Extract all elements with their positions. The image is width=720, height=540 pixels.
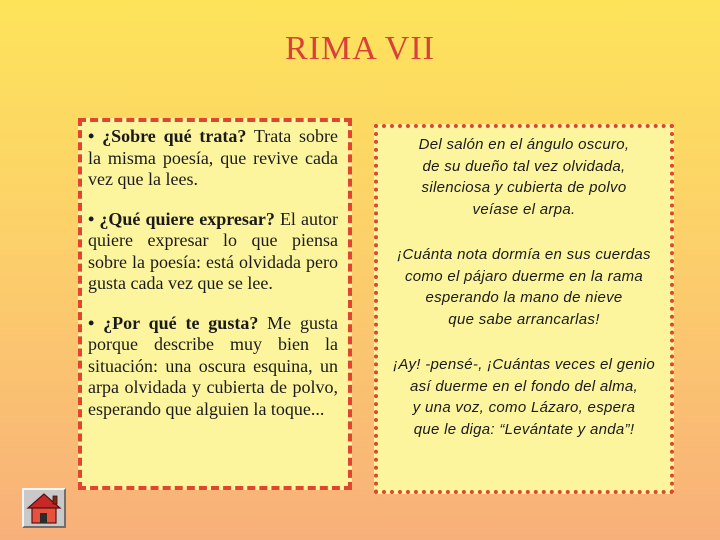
question-paragraph (88, 209, 338, 295)
home-icon (24, 490, 64, 526)
question-paragraph (88, 126, 338, 191)
poem-box (374, 124, 674, 494)
slide-title: RIMA VII (285, 30, 435, 67)
answer-text: Trata sobre la misma poesía, que revive cada vez que la lees. (88, 126, 339, 189)
question-label: • ¿Qué quiere expresar? (88, 208, 275, 229)
poem-line: que le diga: “Levántate y anda”! (413, 420, 635, 438)
poem-stanza (386, 244, 662, 330)
question-label: • ¿Por qué te gusta? (88, 312, 259, 333)
poem-line: como el pájaro duerme en la rama (404, 267, 644, 285)
poem-line: y una voz, como Lázaro, espera (412, 399, 636, 416)
poem-line: silenciosa y cubierta de polvo (421, 179, 627, 196)
answer-text: El autor quiere expresar lo que piensa sobre la poesía: está olvidada pero gusta cada vez que se lee. (88, 208, 338, 293)
answer-text: Me gusta porque describe muy bien la situación: una oscura esquina, un arpa olvidada y cubierta de polvo, esperando que alguien la toque... (88, 312, 338, 419)
poem-line: que sabe arrancarlas! (448, 310, 600, 328)
poem-line: ¡Ay! -pensé-, ¡Cuántas veces el genio (393, 356, 655, 373)
poem-line: de su dueño tal vez olvidada, (422, 157, 626, 175)
poem-line: veíase el arpa. (472, 200, 576, 218)
questions-box (78, 118, 352, 490)
question-label: • ¿Sobre qué trata? (88, 126, 247, 146)
poem-line: ¡Cuánta nota dormía en sus cuerdas (397, 246, 651, 263)
poem-line: así duerme en el fondo del alma, (409, 377, 639, 395)
poem-line: Del salón en el ángulo oscuro, (418, 136, 630, 153)
question-paragraph (88, 313, 338, 421)
poem-line: esperando la mano de nieve (425, 289, 623, 306)
poem-stanza (386, 134, 662, 220)
poem-stanza (386, 354, 662, 440)
home-button[interactable] (22, 488, 66, 528)
